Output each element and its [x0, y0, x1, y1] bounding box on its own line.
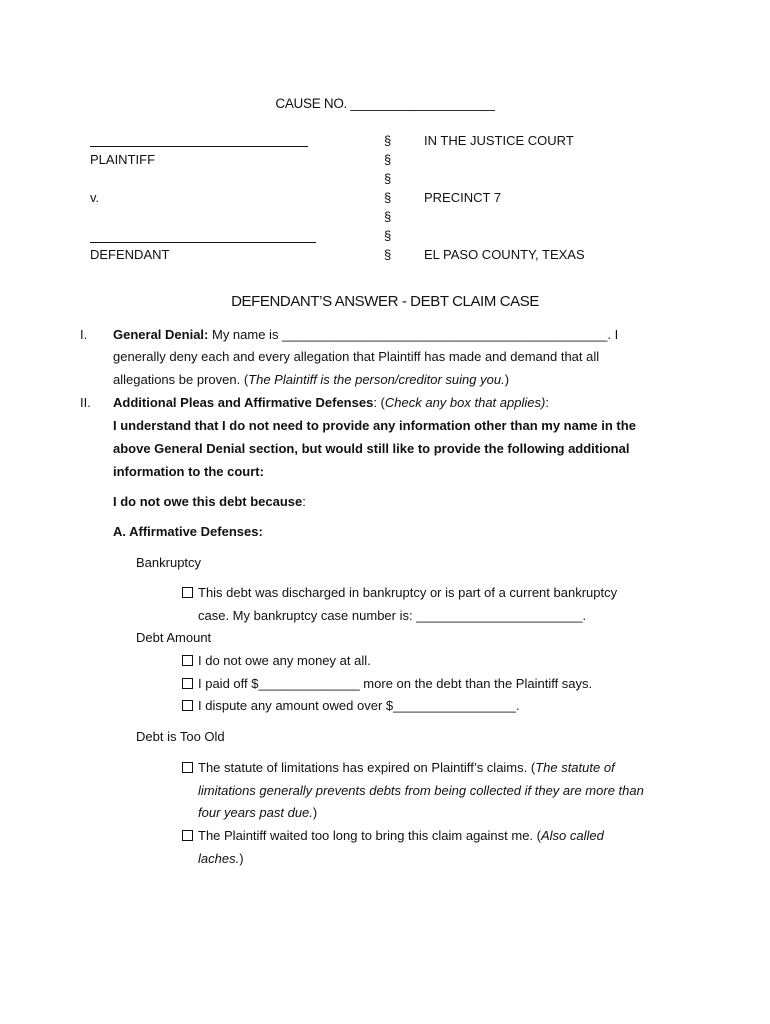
debt-amount-heading: Debt Amount — [136, 630, 212, 645]
text-run: ) — [312, 805, 318, 820]
section-2-heading-line — [113, 395, 549, 411]
laches-line — [198, 851, 244, 867]
section-2-number: II. — [80, 395, 91, 410]
section-symbol: § — [384, 152, 392, 167]
statute-note-end: four years past due. — [198, 805, 313, 820]
section-symbol: § — [384, 247, 392, 262]
waited-too-long-text: The Plaintiff waited too long to bring this claim against me. ( — [198, 828, 541, 843]
statute-note-line-2: limitations generally prevents debts from being collected if they are more than — [198, 783, 644, 798]
plaintiff-blank-line[interactable] — [90, 146, 308, 147]
section-1-line-3 — [113, 372, 509, 388]
document-title: DEFENDANT’S ANSWER - DEBT CLAIM CASE — [231, 293, 539, 310]
section-1-line-2: generally deny each and every allegation that Plaintiff has made and demand that all — [113, 349, 600, 364]
section-symbol: § — [384, 228, 392, 243]
text-run: : — [302, 494, 306, 509]
understand-line-3: information to the court: — [113, 464, 264, 479]
no-money-owed-option[interactable] — [182, 653, 371, 669]
affirmative-defenses-heading: A. Affirmative Defenses: — [113, 524, 263, 539]
section-symbol: § — [384, 209, 392, 224]
statute-note: The statute of — [535, 760, 615, 775]
defendant-blank-line[interactable] — [90, 242, 316, 243]
statute-checkbox[interactable] — [182, 762, 193, 773]
no-money-owed-text: I do not owe any money at all. — [198, 653, 371, 668]
name-field[interactable]: My name is _____________________________________________. I — [208, 327, 619, 342]
section-1-number: I. — [80, 327, 88, 342]
laches-word: laches. — [198, 851, 240, 866]
paid-off-option[interactable] — [182, 676, 592, 692]
plaintiff-note: The Plaintiff is the person/creditor suing you. — [248, 372, 505, 387]
laches-note: Also called — [541, 828, 604, 843]
section-1-line-1[interactable] — [113, 327, 618, 343]
bankruptcy-case-number-field[interactable]: case. My bankruptcy case number is: _______________________. — [198, 608, 587, 623]
dispute-amount-option[interactable] — [182, 698, 520, 714]
statute-note-line-3 — [198, 805, 317, 821]
general-denial-heading: General Denial: — [113, 327, 209, 342]
section-symbol: § — [384, 171, 392, 186]
court-name: IN THE JUSTICE COURT — [424, 133, 574, 148]
statute-text: The statute of limitations has expired on Plaintiff’s claims. ( — [198, 760, 536, 775]
do-not-owe-text: I do not owe this debt because — [113, 494, 303, 509]
text-run: ) — [504, 372, 510, 387]
paid-off-checkbox[interactable] — [182, 678, 193, 689]
no-money-owed-checkbox[interactable] — [182, 655, 193, 666]
paid-off-text[interactable]: I paid off $______________ more on the debt than the Plaintiff says. — [198, 676, 593, 691]
understand-line-1: I understand that I do not need to provide any information other than my name in the — [113, 418, 636, 433]
statute-option[interactable] — [182, 760, 615, 776]
cause-number[interactable]: CAUSE NO. ____________________ — [275, 96, 495, 111]
waited-too-long-checkbox[interactable] — [182, 830, 193, 841]
section-symbol: § — [384, 190, 392, 205]
text-run: ) — [239, 851, 244, 866]
waited-too-long-option[interactable] — [182, 828, 604, 844]
defendant-label: DEFENDANT — [90, 247, 170, 262]
bankruptcy-checkbox[interactable] — [182, 587, 193, 598]
text-run: : ( — [373, 395, 385, 410]
text-run: allegations be proven. ( — [113, 372, 249, 387]
bankruptcy-option-text: This debt was discharged in bankruptcy or is part of a current bankruptcy — [198, 585, 618, 600]
bankruptcy-option[interactable] — [182, 585, 617, 601]
dispute-amount-text[interactable]: I dispute any amount owed over $_________________. — [198, 698, 520, 713]
dispute-amount-checkbox[interactable] — [182, 700, 193, 711]
court-county: EL PASO COUNTY, TEXAS — [424, 247, 585, 262]
understand-line-2: above General Denial section, but would still like to provide the following additional — [113, 441, 630, 456]
text-run: : — [545, 395, 549, 410]
do-not-owe-line — [113, 494, 306, 510]
debt-too-old-heading: Debt is Too Old — [136, 729, 225, 744]
bankruptcy-heading: Bankruptcy — [136, 555, 202, 570]
section-symbol: § — [384, 133, 392, 148]
court-precinct: PRECINCT 7 — [424, 190, 502, 205]
plaintiff-label: PLAINTIFF — [90, 152, 156, 167]
check-box-note: Check any box that applies) — [384, 395, 546, 410]
additional-pleas-heading: Additional Pleas and Affirmative Defenses — [113, 395, 374, 410]
versus-label: v. — [90, 190, 100, 205]
